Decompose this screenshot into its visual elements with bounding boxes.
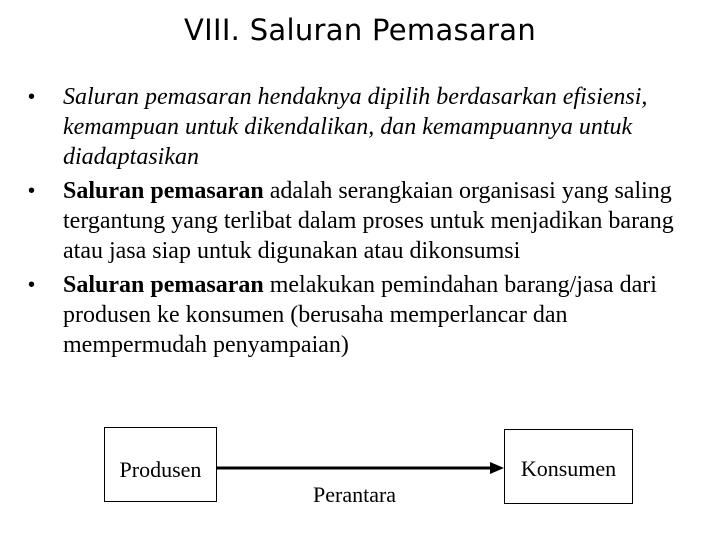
bullet-bold-lead: Saluran pemasaran [63, 272, 264, 298]
bullet-list [28, 82, 698, 364]
consumer-label: Konsumen [520, 456, 617, 481]
bullet-text: Saluran pemasaran hendaknya dipilih berdasarkan efisiensi, kemampuan untuk dikendalikan, dan kemampuannya untuk diadaptasikan [63, 84, 648, 170]
flow-arrow-head [490, 462, 504, 474]
producer-label: Produsen [119, 457, 202, 482]
bullet-marker: • [28, 274, 36, 296]
intermediary-label: Perantara [313, 482, 397, 507]
bullet-marker: • [28, 86, 36, 108]
slide-title: VIII. Saluran Pemasaran [183, 13, 536, 47]
bullet-item [28, 82, 698, 172]
bullet-text: melakukan pemindahan barang/jasa dari produsen ke konsumen (berusaha memperlancar dan mempermudah penyampaian) [63, 272, 657, 358]
consumer-box [504, 429, 633, 504]
bullet-item [28, 270, 698, 360]
bullet-bold-lead: Saluran pemasaran [63, 178, 264, 204]
flow-arrow [216, 458, 504, 478]
bullet-marker: • [28, 180, 36, 202]
bullet-content [63, 178, 674, 264]
producer-box [104, 427, 217, 502]
bullet-item [28, 176, 698, 266]
bullet-content [63, 272, 657, 358]
bullet-text: adalah serangkaian organisasi yang saling tergantung yang terlibat dalam proses untuk menjadikan barang atau jasa siap untuk digunakan atau dikonsumsi [63, 178, 674, 264]
